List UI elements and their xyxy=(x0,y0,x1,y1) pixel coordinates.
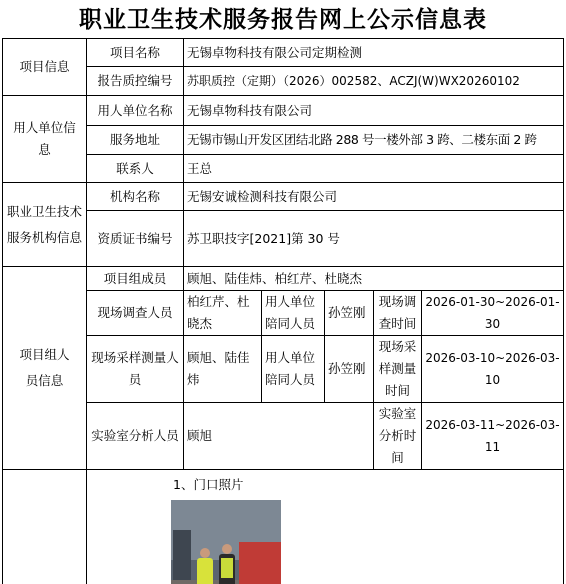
table-row xyxy=(3,211,564,267)
contact-value: 王总 xyxy=(184,155,564,183)
survey-staff-label: 现场调查人员 xyxy=(87,291,184,336)
survey-time-label: 现场调查时间 xyxy=(374,291,422,336)
survey-escort-value: 孙笠刚 xyxy=(325,291,374,336)
table-row xyxy=(3,67,564,96)
sampling-time-value: 2026-03-10~2026-03-10 xyxy=(422,336,564,403)
table-row xyxy=(3,96,564,126)
agency-name-label: 机构名称 xyxy=(87,183,184,211)
table-row xyxy=(3,39,564,67)
employer-info-section: 用人单位信息 xyxy=(3,96,87,183)
agency-info-section: 职业卫生技术服务机构信息 xyxy=(3,183,87,267)
photo-section-empty xyxy=(3,470,87,584)
survey-escort-label: 用人单位陪同人员 xyxy=(262,291,325,336)
report-no-label: 报告质控编号 xyxy=(87,67,184,96)
sampling-staff-value: 顾旭、陆佳炜 xyxy=(184,336,262,403)
agency-name-value: 无锡安诚检测科技有限公司 xyxy=(184,183,564,211)
table-row xyxy=(3,155,564,183)
table-row xyxy=(3,267,564,291)
table-row xyxy=(3,126,564,155)
lab-staff-value: 顾旭 xyxy=(184,403,374,470)
page-title: 职业卫生技术服务报告网上公示信息表 xyxy=(79,7,487,33)
table-row xyxy=(3,403,564,470)
table-row xyxy=(3,291,564,336)
report-no-value: 苏职质控（定期）（2026）002582、ACZJ(W)WX20260102 xyxy=(184,67,564,96)
cert-no-label: 资质证书编号 xyxy=(87,211,184,267)
sampling-time-label: 现场采样测量时间 xyxy=(374,336,422,403)
project-name-value: 无锡卓物科技有限公司定期检测 xyxy=(184,39,564,67)
survey-time-value: 2026-01-30~2026-01-30 xyxy=(422,291,564,336)
employer-name-value: 无锡卓物科技有限公司 xyxy=(184,96,564,126)
photo-cell xyxy=(87,470,564,584)
lab-time-label: 实验室分析时间 xyxy=(374,403,422,470)
sampling-escort-label: 用人单位陪同人员 xyxy=(262,336,325,403)
entrance-photo xyxy=(171,500,281,584)
photo-caption: 1、门口照片 xyxy=(173,477,244,492)
project-info-section: 项目信息 xyxy=(3,39,87,96)
employer-name-label: 用人单位名称 xyxy=(87,96,184,126)
cert-no-value: 苏卫职技字[2021]第 30 号 xyxy=(184,211,564,267)
service-address-value: 无锡市锡山开发区团结北路 288 号一楼外部 3 跨、二楼东面 2 跨 xyxy=(184,126,564,155)
service-address-label: 服务地址 xyxy=(87,126,184,155)
members-value: 顾旭、陆佳炜、柏红芹、杜晓杰 xyxy=(184,267,564,291)
contact-label: 联系人 xyxy=(87,155,184,183)
info-table xyxy=(2,38,564,584)
table-row xyxy=(3,336,564,403)
table-row xyxy=(3,470,564,584)
lab-time-value: 2026-03-11~2026-03-11 xyxy=(422,403,564,470)
team-info-section: 项目组人员信息 xyxy=(3,267,87,470)
lab-staff-label: 实验室分析人员 xyxy=(87,403,184,470)
table-row xyxy=(3,183,564,211)
sampling-escort-value: 孙笠刚 xyxy=(325,336,374,403)
members-label: 项目组成员 xyxy=(87,267,184,291)
project-name-label: 项目名称 xyxy=(87,39,184,67)
survey-staff-value: 柏红芹、杜晓杰 xyxy=(184,291,262,336)
sampling-staff-label: 现场采样测量人员 xyxy=(87,336,184,403)
